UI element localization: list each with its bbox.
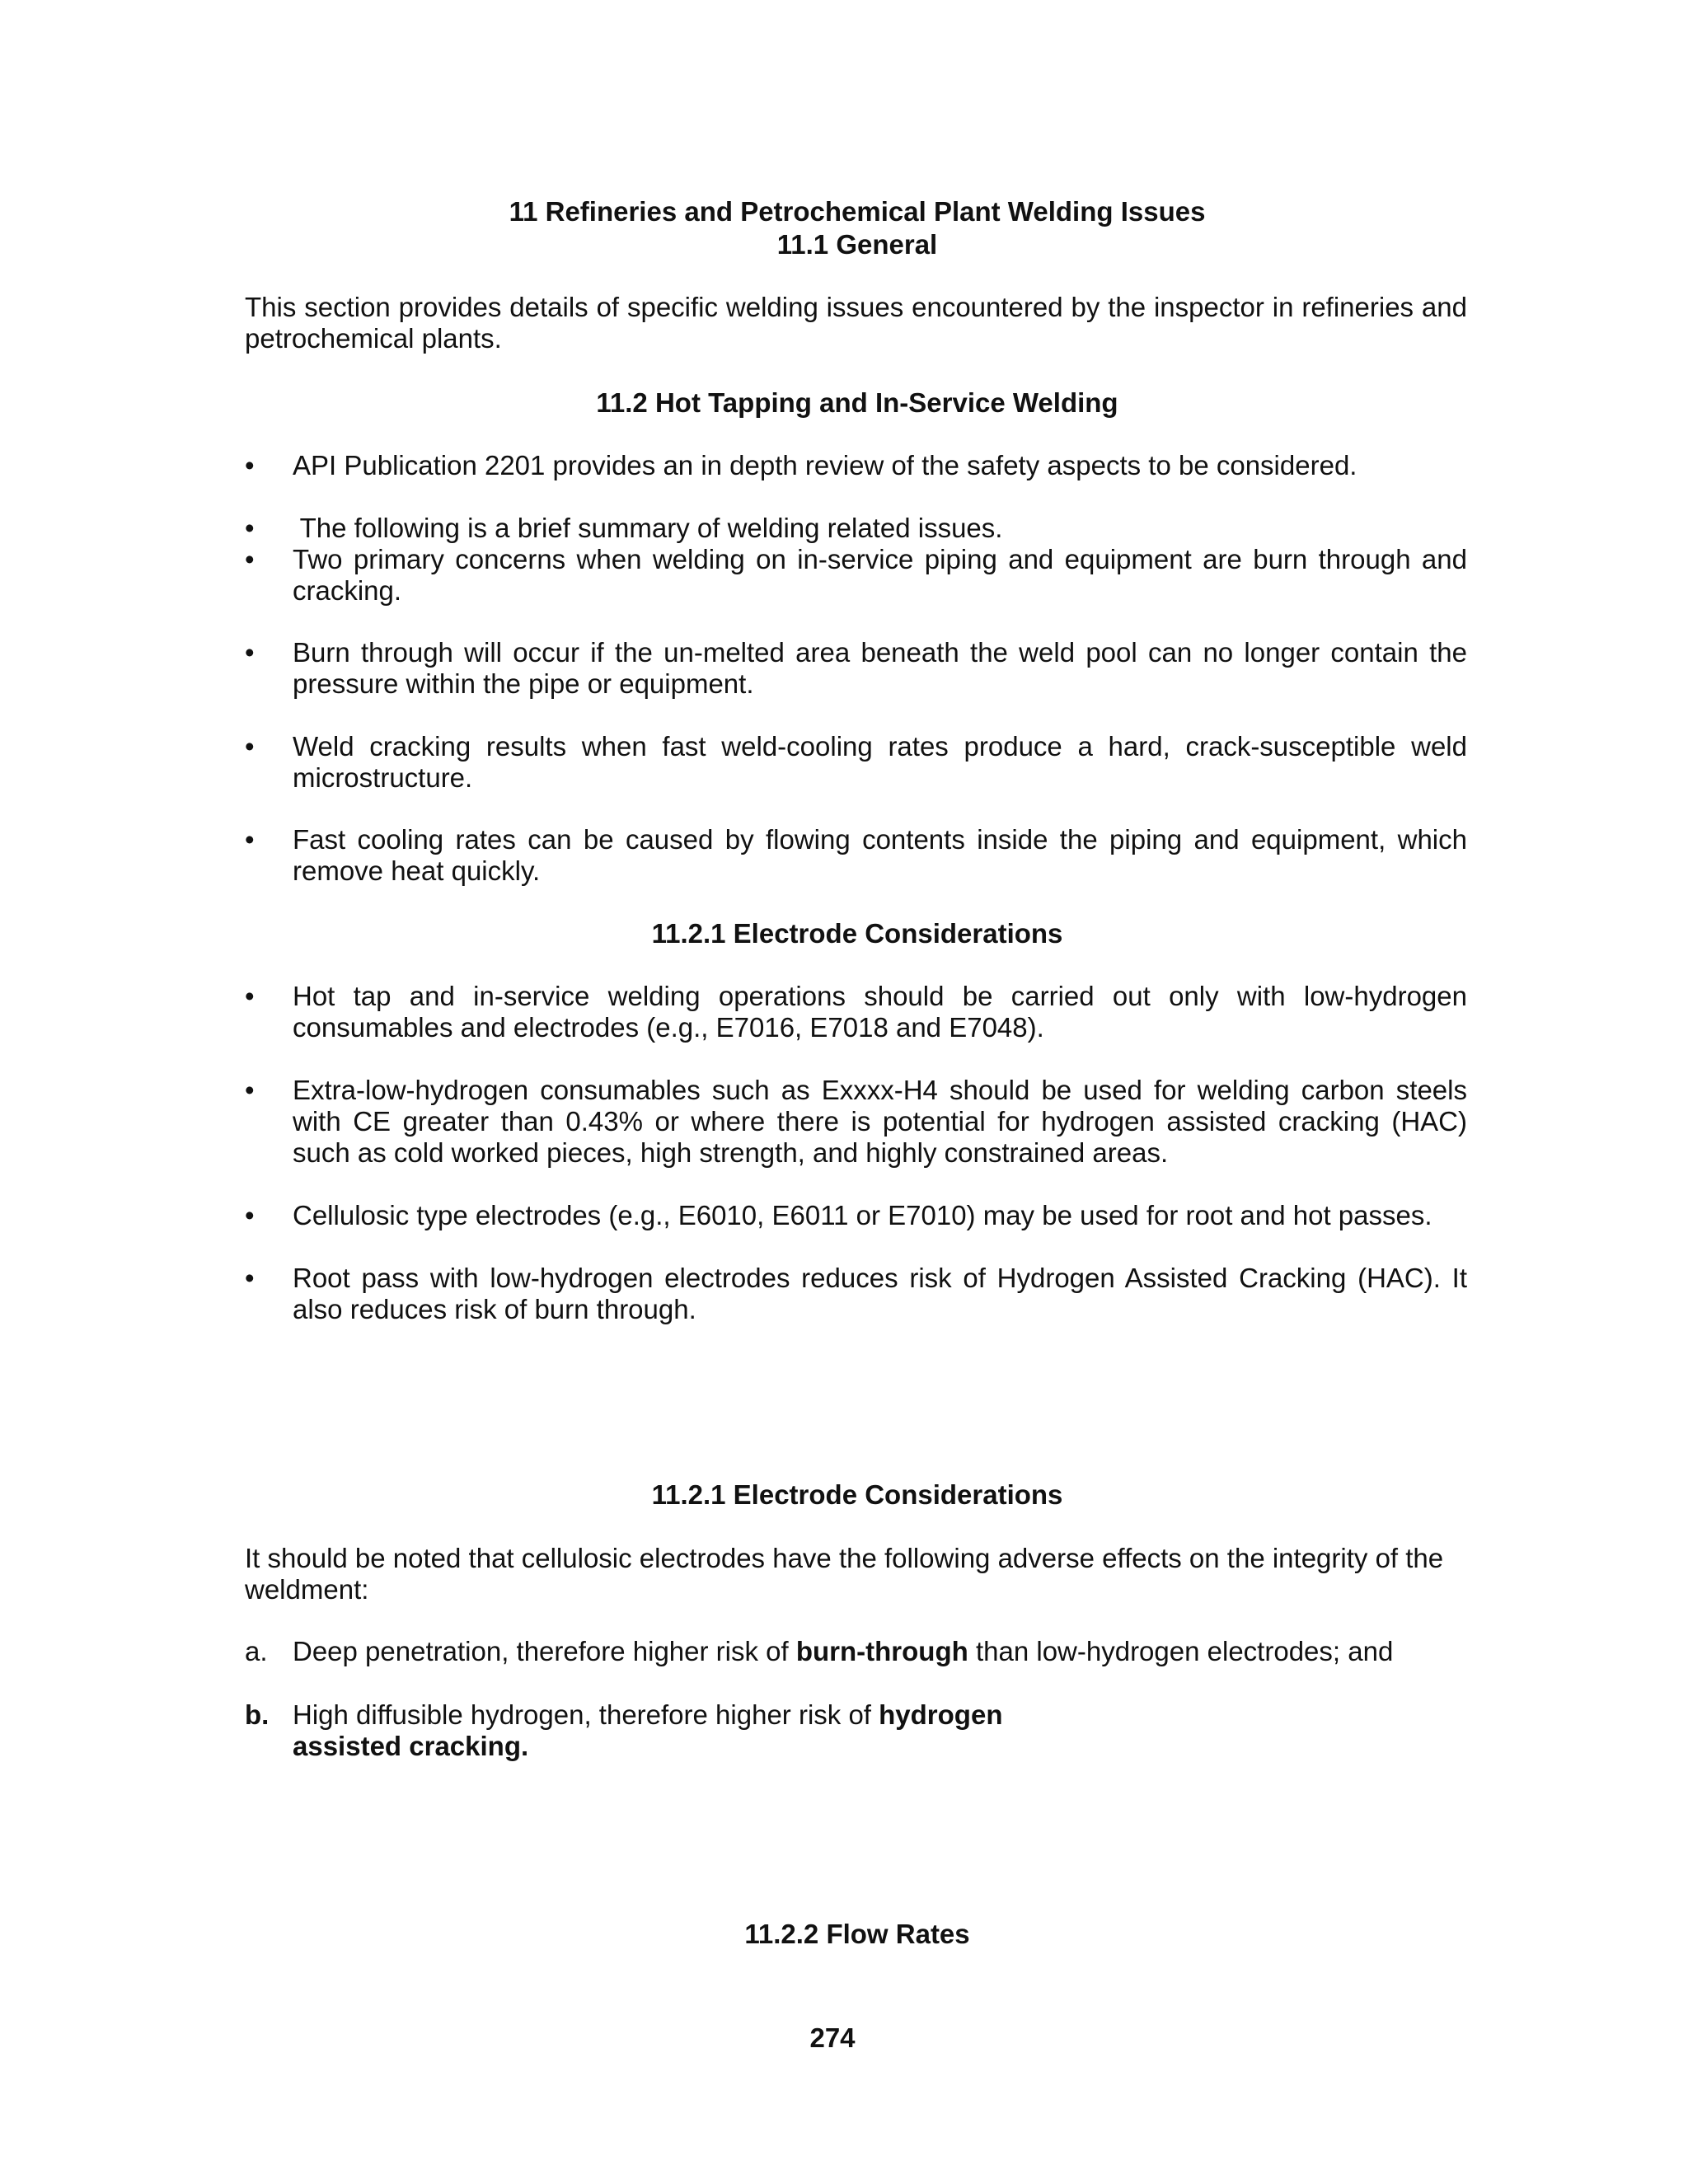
intro-paragraph: This section provides details of specific welding issues encountered by the inspector in refineries and petrochemical plants.: [245, 292, 1467, 354]
list-item: [245, 637, 1467, 700]
bullet-marker: •: [245, 731, 255, 762]
list-item: [245, 731, 1467, 794]
list-item-text: [293, 1636, 1467, 1667]
list-item-text: [293, 1699, 1467, 1762]
list-item: [245, 981, 1467, 1043]
emphasis-burn-through: burn-through: [795, 1636, 968, 1666]
list-item-text: Weld cracking results when fast weld-cooling rates produce a hard, crack-susceptible weld microstructure.: [293, 731, 1467, 793]
section-heading-electrode-considerations: 11.2.1 Electrode Considerations: [651, 918, 1063, 949]
cellulosic-intro-paragraph: It should be noted that cellulosic electrodes have the following adverse effects on the integrity of the weldment:: [245, 1543, 1444, 1605]
list-item: [245, 824, 1467, 887]
page-number: 274: [809, 2022, 856, 2053]
bullet-marker: •: [245, 824, 255, 855]
list-item-text: Root pass with low-hydrogen electrodes reduces risk of Hydrogen Assisted Cracking (HAC). It also reduces risk of burn through.: [293, 1263, 1467, 1324]
bullet-marker: •: [245, 1263, 255, 1293]
list-item: [245, 450, 1467, 481]
list-item-text: API Publication 2201 provides an in depth review of the safety aspects to be considered.: [293, 450, 1357, 480]
list-item-text: Two primary concerns when welding on in-service piping and equipment are burn through and cracking.: [293, 544, 1467, 606]
list-item-text: Extra-low-hydrogen consumables such as Exxxx-H4 should be used for welding carbon steels with CE greater than 0.43% or where there is potential for hydrogen assisted cracking (HAC) such as cold worked pieces, high strength, and highly constrained areas.: [293, 1075, 1467, 1168]
list-marker: b.: [245, 1699, 270, 1730]
list-item-text: The following is a brief summary of welding related issues.: [293, 513, 1003, 543]
text-run: High diffusible hydrogen, therefore higher risk of: [293, 1699, 879, 1730]
bullet-marker: •: [245, 450, 255, 480]
chapter-title: 11 Refineries and Petrochemical Plant Welding Issues: [509, 196, 1206, 227]
bullet-marker: •: [245, 513, 255, 543]
bullet-marker: •: [245, 1075, 255, 1105]
list-item: [245, 544, 1467, 607]
list-item-b: [245, 1699, 1467, 1762]
section-heading-general: 11.1 General: [776, 229, 938, 260]
section-heading-hot-tapping: 11.2 Hot Tapping and In-Service Welding: [596, 387, 1118, 418]
list-item-text: Fast cooling rates can be caused by flowing contents inside the piping and equipment, which remove heat quickly.: [293, 824, 1467, 886]
emphasis-assisted-cracking: assisted cracking.: [293, 1731, 529, 1761]
list-item: [245, 1200, 1467, 1231]
bullet-marker: •: [245, 637, 255, 668]
bullet-marker: •: [245, 981, 255, 1011]
bullet-marker: •: [245, 1200, 255, 1230]
list-item-a: [245, 1636, 1467, 1667]
section-heading-flow-rates: 11.2.2 Flow Rates: [744, 1919, 970, 1949]
list-item-text: Hot tap and in-service welding operations should be carried out only with low-hydrogen consumables and electrodes (e.g., E7016, E7018 and E7048).: [293, 981, 1467, 1043]
text-run: Deep penetration, therefore higher risk of: [293, 1636, 796, 1666]
list-item: [245, 1075, 1467, 1169]
emphasis-hydrogen: hydrogen: [879, 1699, 1003, 1730]
list-marker: a.: [245, 1636, 268, 1666]
section-heading-electrode-considerations-repeat: 11.2.1 Electrode Considerations: [651, 1479, 1063, 1510]
list-item: [245, 513, 1467, 544]
bullet-marker: •: [245, 544, 255, 574]
text-run: than low-hydrogen electrodes; and: [968, 1636, 1394, 1666]
list-item-text: Burn through will occur if the un-melted area beneath the weld pool can no longer contain the pressure within the pipe or equipment.: [293, 637, 1467, 699]
list-item-text: Cellulosic type electrodes (e.g., E6010, E6011 or E7010) may be used for root and hot passes.: [293, 1200, 1432, 1230]
list-item: [245, 1263, 1467, 1325]
